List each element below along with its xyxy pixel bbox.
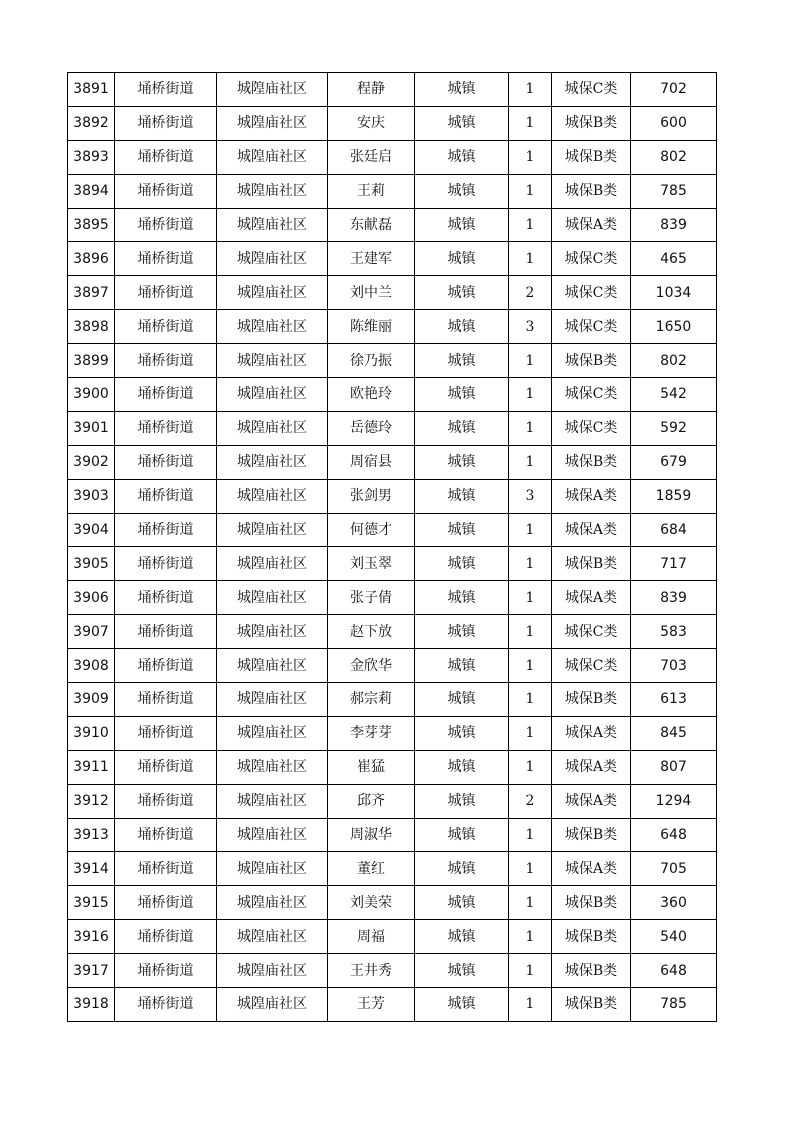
cell-community: 城隍庙社区 bbox=[217, 106, 328, 140]
cell-amount: 839 bbox=[631, 581, 717, 615]
cell-person-name: 刘玉翠 bbox=[328, 547, 415, 581]
cell-area-type: 城镇 bbox=[415, 581, 509, 615]
cell-street: 埇桥街道 bbox=[115, 445, 217, 479]
cell-area-type: 城镇 bbox=[415, 547, 509, 581]
cell-amount: 648 bbox=[631, 818, 717, 852]
table-row bbox=[68, 547, 717, 581]
cell-person-name: 王井秀 bbox=[328, 954, 415, 988]
cell-category: 城保C类 bbox=[552, 649, 631, 683]
cell-street: 埇桥街道 bbox=[115, 818, 217, 852]
cell-amount: 1034 bbox=[631, 276, 717, 310]
cell-amount: 785 bbox=[631, 988, 717, 1022]
cell-community: 城隍庙社区 bbox=[217, 344, 328, 378]
cell-person-name: 邱齐 bbox=[328, 784, 415, 818]
cell-community: 城隍庙社区 bbox=[217, 479, 328, 513]
cell-serial-number: 3897 bbox=[68, 276, 115, 310]
assistance-roster-table bbox=[67, 72, 717, 1022]
cell-community: 城隍庙社区 bbox=[217, 954, 328, 988]
cell-household-count: 1 bbox=[509, 242, 552, 276]
cell-community: 城隍庙社区 bbox=[217, 378, 328, 412]
cell-street: 埇桥街道 bbox=[115, 411, 217, 445]
table-row bbox=[68, 615, 717, 649]
cell-household-count: 1 bbox=[509, 174, 552, 208]
cell-household-count: 1 bbox=[509, 886, 552, 920]
cell-street: 埇桥街道 bbox=[115, 174, 217, 208]
cell-amount: 785 bbox=[631, 174, 717, 208]
table-row bbox=[68, 649, 717, 683]
cell-area-type: 城镇 bbox=[415, 411, 509, 445]
cell-household-count: 2 bbox=[509, 784, 552, 818]
cell-street: 埇桥街道 bbox=[115, 649, 217, 683]
cell-amount: 802 bbox=[631, 344, 717, 378]
cell-household-count: 1 bbox=[509, 445, 552, 479]
table-row bbox=[68, 920, 717, 954]
cell-category: 城保C类 bbox=[552, 242, 631, 276]
cell-person-name: 欧艳玲 bbox=[328, 378, 415, 412]
cell-serial-number: 3902 bbox=[68, 445, 115, 479]
cell-category: 城保A类 bbox=[552, 852, 631, 886]
cell-household-count: 1 bbox=[509, 208, 552, 242]
cell-serial-number: 3901 bbox=[68, 411, 115, 445]
cell-serial-number: 3916 bbox=[68, 920, 115, 954]
cell-person-name: 周福 bbox=[328, 920, 415, 954]
table-row bbox=[68, 174, 717, 208]
cell-household-count: 1 bbox=[509, 344, 552, 378]
cell-area-type: 城镇 bbox=[415, 242, 509, 276]
cell-serial-number: 3909 bbox=[68, 683, 115, 717]
cell-area-type: 城镇 bbox=[415, 140, 509, 174]
table-row bbox=[68, 784, 717, 818]
cell-street: 埇桥街道 bbox=[115, 513, 217, 547]
cell-area-type: 城镇 bbox=[415, 886, 509, 920]
cell-household-count: 1 bbox=[509, 73, 552, 107]
cell-amount: 802 bbox=[631, 140, 717, 174]
cell-person-name: 王莉 bbox=[328, 174, 415, 208]
cell-person-name: 周淑华 bbox=[328, 818, 415, 852]
cell-category: 城保B类 bbox=[552, 886, 631, 920]
cell-area-type: 城镇 bbox=[415, 852, 509, 886]
cell-person-name: 东献磊 bbox=[328, 208, 415, 242]
cell-area-type: 城镇 bbox=[415, 378, 509, 412]
cell-category: 城保C类 bbox=[552, 378, 631, 412]
table-row bbox=[68, 242, 717, 276]
cell-category: 城保A类 bbox=[552, 784, 631, 818]
table-row bbox=[68, 276, 717, 310]
table-body bbox=[68, 73, 717, 1022]
cell-person-name: 赵下放 bbox=[328, 615, 415, 649]
cell-street: 埇桥街道 bbox=[115, 784, 217, 818]
cell-household-count: 1 bbox=[509, 818, 552, 852]
cell-area-type: 城镇 bbox=[415, 683, 509, 717]
cell-serial-number: 3892 bbox=[68, 106, 115, 140]
cell-community: 城隍庙社区 bbox=[217, 716, 328, 750]
cell-serial-number: 3907 bbox=[68, 615, 115, 649]
cell-category: 城保B类 bbox=[552, 445, 631, 479]
cell-category: 城保A类 bbox=[552, 581, 631, 615]
cell-person-name: 程静 bbox=[328, 73, 415, 107]
cell-person-name: 周宿县 bbox=[328, 445, 415, 479]
cell-street: 埇桥街道 bbox=[115, 886, 217, 920]
cell-area-type: 城镇 bbox=[415, 513, 509, 547]
table-row bbox=[68, 310, 717, 344]
cell-serial-number: 3900 bbox=[68, 378, 115, 412]
cell-street: 埇桥街道 bbox=[115, 716, 217, 750]
cell-street: 埇桥街道 bbox=[115, 547, 217, 581]
cell-serial-number: 3913 bbox=[68, 818, 115, 852]
cell-serial-number: 3903 bbox=[68, 479, 115, 513]
cell-amount: 648 bbox=[631, 954, 717, 988]
cell-serial-number: 3917 bbox=[68, 954, 115, 988]
cell-area-type: 城镇 bbox=[415, 106, 509, 140]
cell-household-count: 3 bbox=[509, 479, 552, 513]
cell-person-name: 刘中兰 bbox=[328, 276, 415, 310]
table-row bbox=[68, 954, 717, 988]
table-row bbox=[68, 513, 717, 547]
cell-category: 城保C类 bbox=[552, 73, 631, 107]
cell-amount: 702 bbox=[631, 73, 717, 107]
cell-community: 城隍庙社区 bbox=[217, 242, 328, 276]
cell-serial-number: 3899 bbox=[68, 344, 115, 378]
cell-household-count: 1 bbox=[509, 920, 552, 954]
cell-household-count: 1 bbox=[509, 513, 552, 547]
table-row bbox=[68, 411, 717, 445]
cell-household-count: 1 bbox=[509, 649, 552, 683]
cell-community: 城隍庙社区 bbox=[217, 683, 328, 717]
cell-community: 城隍庙社区 bbox=[217, 988, 328, 1022]
cell-person-name: 王建军 bbox=[328, 242, 415, 276]
cell-amount: 600 bbox=[631, 106, 717, 140]
cell-serial-number: 3912 bbox=[68, 784, 115, 818]
cell-area-type: 城镇 bbox=[415, 208, 509, 242]
cell-street: 埇桥街道 bbox=[115, 750, 217, 784]
cell-person-name: 张子倩 bbox=[328, 581, 415, 615]
cell-category: 城保B类 bbox=[552, 818, 631, 852]
cell-person-name: 董红 bbox=[328, 852, 415, 886]
table-row bbox=[68, 479, 717, 513]
cell-person-name: 张剑男 bbox=[328, 479, 415, 513]
cell-community: 城隍庙社区 bbox=[217, 513, 328, 547]
cell-community: 城隍庙社区 bbox=[217, 649, 328, 683]
cell-street: 埇桥街道 bbox=[115, 615, 217, 649]
cell-street: 埇桥街道 bbox=[115, 106, 217, 140]
cell-amount: 717 bbox=[631, 547, 717, 581]
cell-person-name: 王芳 bbox=[328, 988, 415, 1022]
cell-amount: 684 bbox=[631, 513, 717, 547]
cell-street: 埇桥街道 bbox=[115, 954, 217, 988]
cell-person-name: 徐乃振 bbox=[328, 344, 415, 378]
cell-serial-number: 3910 bbox=[68, 716, 115, 750]
cell-street: 埇桥街道 bbox=[115, 242, 217, 276]
cell-community: 城隍庙社区 bbox=[217, 276, 328, 310]
cell-community: 城隍庙社区 bbox=[217, 208, 328, 242]
cell-household-count: 1 bbox=[509, 411, 552, 445]
cell-household-count: 1 bbox=[509, 378, 552, 412]
cell-serial-number: 3918 bbox=[68, 988, 115, 1022]
cell-serial-number: 3905 bbox=[68, 547, 115, 581]
cell-person-name: 李芽芽 bbox=[328, 716, 415, 750]
cell-community: 城隍庙社区 bbox=[217, 784, 328, 818]
cell-serial-number: 3904 bbox=[68, 513, 115, 547]
cell-street: 埇桥街道 bbox=[115, 276, 217, 310]
cell-area-type: 城镇 bbox=[415, 716, 509, 750]
cell-serial-number: 3893 bbox=[68, 140, 115, 174]
cell-amount: 465 bbox=[631, 242, 717, 276]
cell-amount: 583 bbox=[631, 615, 717, 649]
cell-community: 城隍庙社区 bbox=[217, 852, 328, 886]
cell-household-count: 1 bbox=[509, 581, 552, 615]
cell-household-count: 1 bbox=[509, 954, 552, 988]
cell-household-count: 1 bbox=[509, 852, 552, 886]
table-row bbox=[68, 886, 717, 920]
cell-person-name: 金欣华 bbox=[328, 649, 415, 683]
cell-amount: 1859 bbox=[631, 479, 717, 513]
cell-street: 埇桥街道 bbox=[115, 378, 217, 412]
cell-amount: 360 bbox=[631, 886, 717, 920]
cell-person-name: 安庆 bbox=[328, 106, 415, 140]
cell-category: 城保B类 bbox=[552, 988, 631, 1022]
cell-person-name: 郝宗莉 bbox=[328, 683, 415, 717]
cell-street: 埇桥街道 bbox=[115, 344, 217, 378]
table-row bbox=[68, 988, 717, 1022]
cell-category: 城保A类 bbox=[552, 750, 631, 784]
cell-street: 埇桥街道 bbox=[115, 73, 217, 107]
cell-amount: 679 bbox=[631, 445, 717, 479]
cell-serial-number: 3908 bbox=[68, 649, 115, 683]
cell-community: 城隍庙社区 bbox=[217, 750, 328, 784]
cell-area-type: 城镇 bbox=[415, 615, 509, 649]
cell-street: 埇桥街道 bbox=[115, 852, 217, 886]
cell-person-name: 崔猛 bbox=[328, 750, 415, 784]
cell-serial-number: 3914 bbox=[68, 852, 115, 886]
cell-category: 城保C类 bbox=[552, 615, 631, 649]
cell-street: 埇桥街道 bbox=[115, 310, 217, 344]
cell-community: 城隍庙社区 bbox=[217, 73, 328, 107]
cell-amount: 1650 bbox=[631, 310, 717, 344]
table-row bbox=[68, 818, 717, 852]
cell-amount: 703 bbox=[631, 649, 717, 683]
cell-category: 城保B类 bbox=[552, 920, 631, 954]
cell-serial-number: 3891 bbox=[68, 73, 115, 107]
table-row bbox=[68, 445, 717, 479]
cell-person-name: 张廷启 bbox=[328, 140, 415, 174]
cell-community: 城隍庙社区 bbox=[217, 445, 328, 479]
cell-area-type: 城镇 bbox=[415, 276, 509, 310]
cell-amount: 613 bbox=[631, 683, 717, 717]
cell-community: 城隍庙社区 bbox=[217, 174, 328, 208]
table-row bbox=[68, 750, 717, 784]
cell-person-name: 陈维丽 bbox=[328, 310, 415, 344]
cell-household-count: 1 bbox=[509, 140, 552, 174]
cell-community: 城隍庙社区 bbox=[217, 411, 328, 445]
cell-amount: 807 bbox=[631, 750, 717, 784]
cell-area-type: 城镇 bbox=[415, 920, 509, 954]
cell-amount: 705 bbox=[631, 852, 717, 886]
cell-community: 城隍庙社区 bbox=[217, 310, 328, 344]
cell-serial-number: 3895 bbox=[68, 208, 115, 242]
cell-category: 城保C类 bbox=[552, 310, 631, 344]
cell-person-name: 刘美荣 bbox=[328, 886, 415, 920]
cell-category: 城保A类 bbox=[552, 513, 631, 547]
cell-household-count: 1 bbox=[509, 750, 552, 784]
cell-street: 埇桥街道 bbox=[115, 140, 217, 174]
table-row bbox=[68, 852, 717, 886]
cell-category: 城保B类 bbox=[552, 344, 631, 378]
cell-category: 城保B类 bbox=[552, 683, 631, 717]
table-row bbox=[68, 716, 717, 750]
cell-household-count: 1 bbox=[509, 615, 552, 649]
cell-serial-number: 3906 bbox=[68, 581, 115, 615]
cell-serial-number: 3898 bbox=[68, 310, 115, 344]
cell-person-name: 岳德玲 bbox=[328, 411, 415, 445]
cell-serial-number: 3896 bbox=[68, 242, 115, 276]
cell-amount: 592 bbox=[631, 411, 717, 445]
cell-amount: 542 bbox=[631, 378, 717, 412]
cell-street: 埇桥街道 bbox=[115, 581, 217, 615]
cell-amount: 1294 bbox=[631, 784, 717, 818]
cell-area-type: 城镇 bbox=[415, 784, 509, 818]
cell-category: 城保B类 bbox=[552, 954, 631, 988]
cell-category: 城保A类 bbox=[552, 716, 631, 750]
table-row bbox=[68, 106, 717, 140]
cell-area-type: 城镇 bbox=[415, 445, 509, 479]
table-row bbox=[68, 683, 717, 717]
cell-category: 城保B类 bbox=[552, 547, 631, 581]
cell-household-count: 1 bbox=[509, 683, 552, 717]
cell-street: 埇桥街道 bbox=[115, 920, 217, 954]
table-row bbox=[68, 73, 717, 107]
cell-community: 城隍庙社区 bbox=[217, 581, 328, 615]
cell-category: 城保C类 bbox=[552, 411, 631, 445]
cell-category: 城保C类 bbox=[552, 276, 631, 310]
cell-serial-number: 3894 bbox=[68, 174, 115, 208]
cell-community: 城隍庙社区 bbox=[217, 140, 328, 174]
table-row bbox=[68, 140, 717, 174]
cell-area-type: 城镇 bbox=[415, 954, 509, 988]
table-row bbox=[68, 344, 717, 378]
cell-amount: 540 bbox=[631, 920, 717, 954]
cell-street: 埇桥街道 bbox=[115, 479, 217, 513]
cell-household-count: 1 bbox=[509, 547, 552, 581]
cell-household-count: 1 bbox=[509, 988, 552, 1022]
cell-area-type: 城镇 bbox=[415, 73, 509, 107]
cell-area-type: 城镇 bbox=[415, 988, 509, 1022]
cell-household-count: 1 bbox=[509, 106, 552, 140]
cell-street: 埇桥街道 bbox=[115, 988, 217, 1022]
cell-area-type: 城镇 bbox=[415, 649, 509, 683]
cell-category: 城保A类 bbox=[552, 208, 631, 242]
cell-household-count: 1 bbox=[509, 716, 552, 750]
cell-amount: 839 bbox=[631, 208, 717, 242]
table-row bbox=[68, 208, 717, 242]
cell-area-type: 城镇 bbox=[415, 818, 509, 852]
cell-area-type: 城镇 bbox=[415, 344, 509, 378]
cell-household-count: 3 bbox=[509, 310, 552, 344]
table-row bbox=[68, 378, 717, 412]
cell-serial-number: 3911 bbox=[68, 750, 115, 784]
cell-person-name: 何德才 bbox=[328, 513, 415, 547]
cell-category: 城保B类 bbox=[552, 140, 631, 174]
cell-area-type: 城镇 bbox=[415, 750, 509, 784]
cell-street: 埇桥街道 bbox=[115, 683, 217, 717]
table-row bbox=[68, 581, 717, 615]
cell-area-type: 城镇 bbox=[415, 174, 509, 208]
cell-area-type: 城镇 bbox=[415, 310, 509, 344]
cell-category: 城保B类 bbox=[552, 174, 631, 208]
cell-category: 城保B类 bbox=[552, 106, 631, 140]
cell-category: 城保A类 bbox=[552, 479, 631, 513]
cell-household-count: 2 bbox=[509, 276, 552, 310]
cell-community: 城隍庙社区 bbox=[217, 920, 328, 954]
cell-community: 城隍庙社区 bbox=[217, 615, 328, 649]
cell-community: 城隍庙社区 bbox=[217, 818, 328, 852]
cell-community: 城隍庙社区 bbox=[217, 547, 328, 581]
cell-serial-number: 3915 bbox=[68, 886, 115, 920]
cell-street: 埇桥街道 bbox=[115, 208, 217, 242]
cell-community: 城隍庙社区 bbox=[217, 886, 328, 920]
cell-area-type: 城镇 bbox=[415, 479, 509, 513]
cell-amount: 845 bbox=[631, 716, 717, 750]
